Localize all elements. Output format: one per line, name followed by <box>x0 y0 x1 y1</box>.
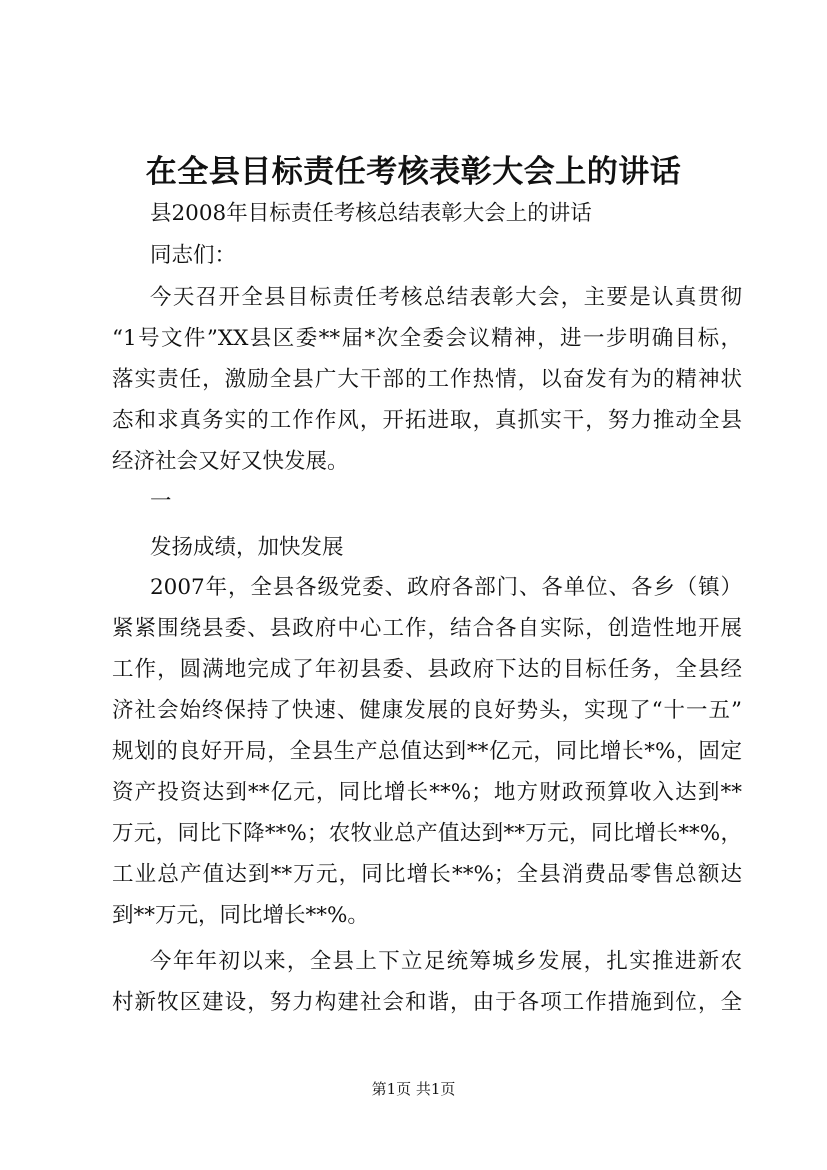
section-number: 一 <box>150 489 172 514</box>
paragraph-line: 济社会始终保持了快速、健康发展的良好势头，实现了“十一五” <box>112 698 742 723</box>
salutation: 同志们： <box>150 243 237 268</box>
document-title: 在全县目标责任考核表彰大会上的讲话 <box>145 154 682 190</box>
paragraph-line: 今天召开全县目标责任考核总结表彰大会，主要是认真贯彻 <box>150 285 742 310</box>
paragraph-line: 态和求真务实的工作作风，开拓进取，真抓实干，努力推动全县 <box>112 408 742 433</box>
paragraph-line: 紧紧围绕县委、县政府中心工作，结合各自实际，创造性地开展 <box>112 616 742 641</box>
paragraph-line: 工作，圆满地完成了年初县委、县政府下达的目标任务，全县经 <box>112 657 742 682</box>
paragraph-line: 到**万元，同比增长**%。 <box>112 903 369 928</box>
paragraph-line: 今年年初以来，全县上下立足统筹城乡发展，扎实推进新农 <box>150 949 742 974</box>
paragraph-line: “1号文件”XX县区委**届*次全委会议精神，进一步明确目标， <box>112 326 742 351</box>
page-footer: 第1页 共1页 <box>371 1080 456 1098</box>
section-heading: 发扬成绩，加快发展 <box>150 535 344 560</box>
paragraph-line: 工业总产值达到**万元，同比增长**%；全县消费品零售总额达 <box>112 862 742 887</box>
paragraph-line: 2007年，全县各级党委、政府各部门、各单位、各乡（镇） <box>150 575 742 600</box>
document-subtitle: 县2008年目标责任考核总结表彰大会上的讲话 <box>150 201 592 226</box>
paragraph-line: 规划的良好开局，全县生产总值达到**亿元，同比增长*%，固定 <box>112 739 742 764</box>
paragraph-line: 村新牧区建设，努力构建社会和谐，由于各项工作措施到位，全 <box>112 990 742 1015</box>
paragraph-line: 资产投资达到**亿元，同比增长**%；地方财政预算收入达到** <box>112 780 742 805</box>
paragraph-line: 落实责任，激励全县广大干部的工作热情，以奋发有为的精神状 <box>112 367 742 392</box>
paragraph-line: 万元，同比下降**%；农牧业总产值达到**万元，同比增长**%， <box>112 821 742 846</box>
paragraph-line: 经济社会又好又快发展。 <box>112 449 349 474</box>
